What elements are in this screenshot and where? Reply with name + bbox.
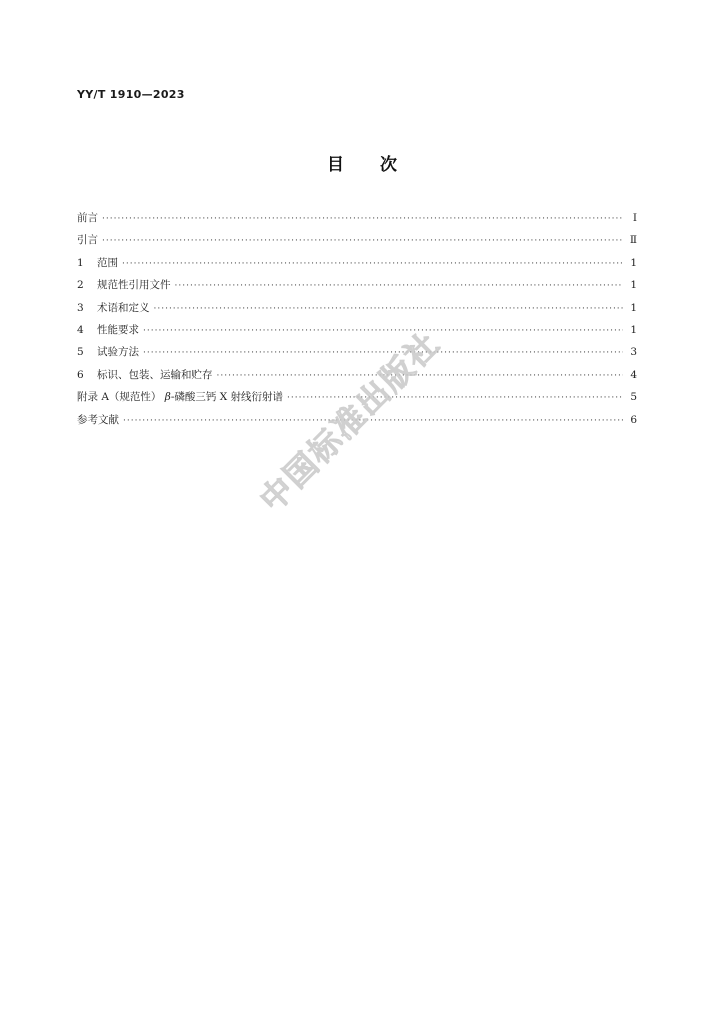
toc-entry-introduction[interactable] bbox=[77, 229, 637, 251]
toc-entry-number: 5 bbox=[77, 346, 84, 359]
leader-dots bbox=[102, 230, 623, 252]
toc-entry-label: 规范性引用文件 bbox=[97, 279, 171, 292]
toc-entry-page: 1 bbox=[630, 256, 637, 269]
toc-entry-page: 3 bbox=[630, 346, 637, 359]
toc-entry-number: 4 bbox=[77, 323, 84, 336]
toc-entry-page: 6 bbox=[630, 413, 637, 426]
toc-entry-page: 1 bbox=[630, 301, 637, 314]
toc-entry-label: 术语和定义 bbox=[97, 301, 150, 314]
toc-entry-scope[interactable] bbox=[77, 252, 637, 274]
toc-entry-label bbox=[77, 386, 287, 408]
toc-entry-page: Ⅱ bbox=[629, 234, 637, 247]
toc-entry-number: 2 bbox=[77, 279, 84, 292]
toc-entry-page: 4 bbox=[630, 368, 637, 381]
title-char-2: 次 bbox=[380, 155, 397, 175]
title-char-1: 目 bbox=[327, 155, 344, 175]
toc-entry-label: 引言 bbox=[77, 234, 98, 247]
leader-dots bbox=[102, 208, 623, 230]
toc-entry-number: 3 bbox=[77, 301, 84, 314]
toc-entry-normative-references[interactable] bbox=[77, 274, 637, 296]
standard-code: YY/T 1910—2023 bbox=[77, 88, 185, 101]
toc-entry-label: 范围 bbox=[97, 256, 118, 269]
page-title bbox=[0, 150, 724, 175]
toc-entry-label: 前言 bbox=[77, 212, 98, 224]
leader-dots bbox=[154, 298, 624, 320]
toc-entry-number: 1 bbox=[77, 256, 84, 269]
publisher-watermark: 中国标准出版社 bbox=[252, 323, 448, 520]
annex-prefix: 附录 A（规范性） bbox=[77, 391, 162, 404]
toc-entry-terms-definitions[interactable] bbox=[77, 297, 637, 319]
toc-entry-performance[interactable] bbox=[77, 319, 637, 341]
toc-entry-label: 性能要求 bbox=[97, 323, 139, 336]
toc-entry-foreword[interactable] bbox=[77, 207, 637, 229]
leader-dots bbox=[122, 253, 623, 275]
toc-entry-test-methods[interactable] bbox=[77, 341, 637, 363]
toc-entry-label: 标识、包装、运输和贮存 bbox=[97, 368, 213, 381]
toc-entry-number: 6 bbox=[77, 368, 84, 381]
leader-dots bbox=[143, 320, 623, 342]
toc-entry-page: 1 bbox=[630, 323, 637, 336]
beta-symbol: β bbox=[164, 391, 171, 404]
leader-dots bbox=[175, 275, 624, 297]
annex-title: -磷酸三钙 X 射线衍射谱 bbox=[170, 391, 284, 404]
toc-entry-page: 5 bbox=[630, 391, 637, 404]
toc-entry-page: Ⅰ bbox=[632, 212, 637, 224]
toc-entry-page: 1 bbox=[630, 279, 637, 292]
toc-entry-label: 试验方法 bbox=[97, 346, 139, 359]
toc-entry-label: 参考文献 bbox=[77, 413, 119, 426]
